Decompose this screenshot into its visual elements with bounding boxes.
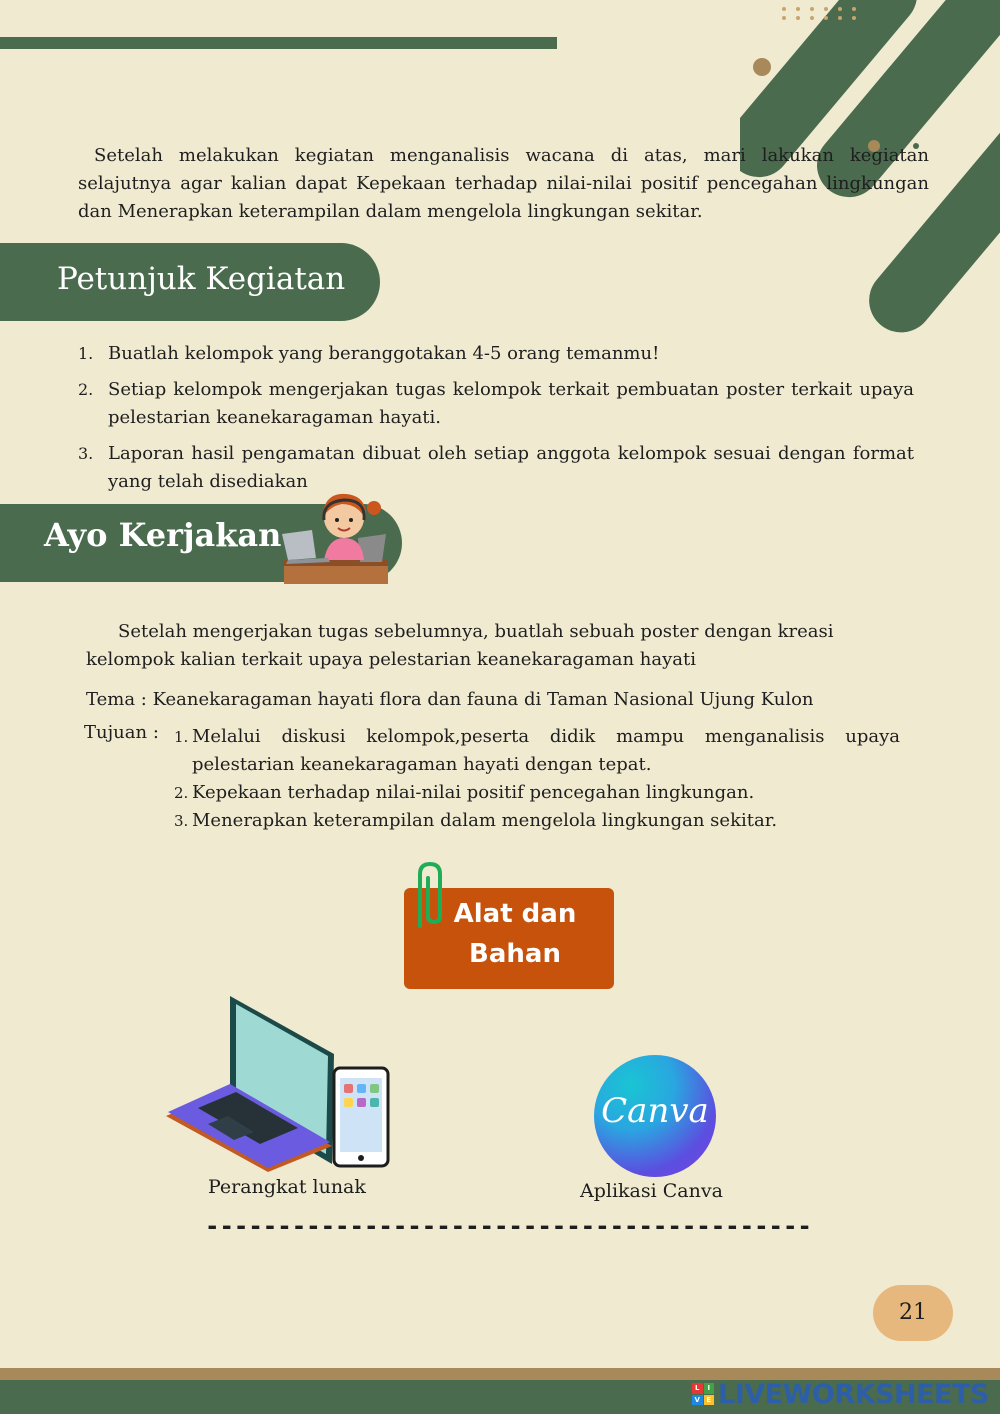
list-text: Buatlah kelompok yang beranggotakan 4-5 orang temanmu! xyxy=(108,343,660,364)
laptop-phone-illustration xyxy=(164,994,394,1174)
liveworksheets-logo-icon: L I V E xyxy=(692,1383,714,1405)
top-decor-bar xyxy=(0,37,557,49)
list-item xyxy=(72,376,914,432)
list-text: Setiap kelompok mengerjakan tugas kelompok terkait pembuatan poster terkait upaya pelestarian keanekaragaman hayati. xyxy=(108,379,914,428)
ayo-kerjakan-title: Ayo Kerjakan xyxy=(44,516,282,554)
ayo-paragraph: Setelah mengerjakan tugas sebelumnya, buatlah sebuah poster dengan kreasi kelompok kalian terkait upaya pelestarian keanekaragaman hayati xyxy=(86,621,834,670)
tujuan-list xyxy=(174,723,900,835)
tujuan-label: Tujuan : xyxy=(84,722,159,743)
perangkat-label: Perangkat lunak xyxy=(208,1176,366,1198)
list-item xyxy=(72,340,914,368)
list-text: Menerapkan keterampilan dalam mengelola lingkungan sekitar. xyxy=(192,810,778,831)
list-number: 1. xyxy=(78,344,94,363)
list-number: 1. xyxy=(174,728,189,746)
list-item xyxy=(174,779,900,807)
alat-title-line2: Bahan xyxy=(469,939,561,969)
list-text: Melalui diskusi kelompok,peserta didik mampu menganalisis upaya pelestarian keanekaragaman hayati dengan tepat. xyxy=(192,726,900,775)
answer-line: ------------------------------------------ xyxy=(205,1212,812,1240)
watermark-text: LIVEWORKSHEETS xyxy=(718,1378,989,1410)
petunjuk-banner xyxy=(0,243,380,321)
paperclip-icon xyxy=(410,860,450,930)
list-number: 2. xyxy=(78,380,94,399)
page-number: 21 xyxy=(873,1285,953,1341)
intro-paragraph: Setelah melakukan kegiatan menganalisis wacana di atas, mari lakukan kegiatan selajutnya agar kalian dapat Kepekaan terhadap nilai-nilai positif pencegahan lingkungan dan Menerapkan keterampilan dalam mengelola lingkungan sekitar. xyxy=(78,145,929,222)
list-text: Laporan hasil pengamatan dibuat oleh setiap anggota kelompok sesuai dengan format yang telah disediakan xyxy=(108,443,914,492)
petunjuk-title: Petunjuk Kegiatan xyxy=(57,261,346,297)
tema-text: Tema : Keanekaragaman hayati flora dan fauna di Taman Nasional Ujung Kulon xyxy=(86,689,814,710)
list-item xyxy=(174,807,900,835)
canva-label: Aplikasi Canva xyxy=(580,1180,723,1202)
girl-at-laptop-illustration xyxy=(278,488,398,584)
list-number: 2. xyxy=(174,784,189,802)
canva-logo xyxy=(594,1055,716,1177)
list-text: Kepekaan terhadap nilai-nilai positif pencegahan lingkungan. xyxy=(192,782,755,803)
alat-title-line1: Alat dan xyxy=(453,899,577,929)
liveworksheets-watermark xyxy=(692,1376,989,1412)
canva-logo-text: Canva xyxy=(601,1091,709,1131)
list-item xyxy=(174,723,900,779)
petunjuk-list xyxy=(72,340,914,504)
list-number: 3. xyxy=(174,812,189,830)
list-number: 3. xyxy=(78,444,94,463)
list-item xyxy=(72,440,914,496)
